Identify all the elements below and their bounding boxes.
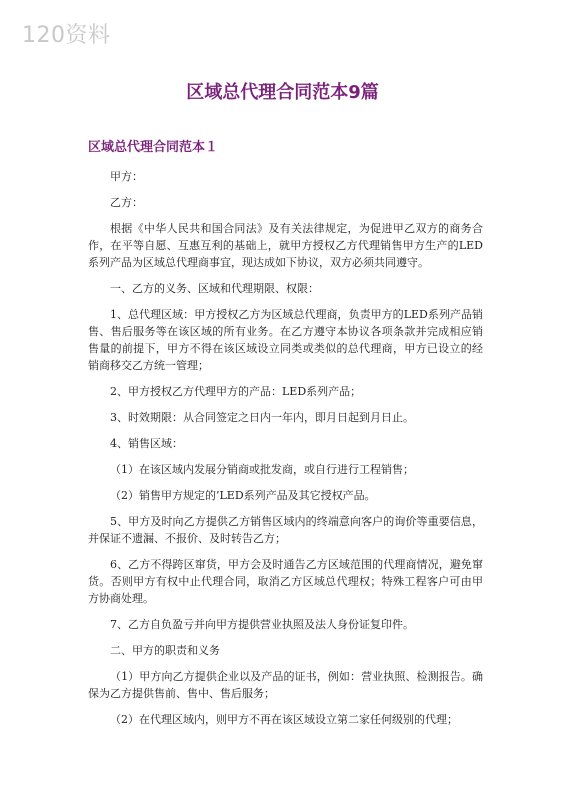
clause-paragraph: （2）在代理区域内，则甲方不再在该区域设立第二家任何级别的代理； <box>110 713 458 726</box>
clause-paragraph: 2、甲方授权乙方代理甲方的产品：LED系列产品； <box>110 385 362 398</box>
clause-paragraph: （1）甲方向乙方提供企业以及产品的证书，例如：营业执照、检测报告。确保为乙方提供售前、售中、售后服务； <box>88 670 483 700</box>
clause-paragraph: 4、销售区域： <box>110 437 183 450</box>
clause-paragraph: 6、乙方不得跨区窜货，甲方会及时通告乙方区域范围的代理商情况，避免窜货。否则甲方有权中止代理合同，取消乙方区域总代理权；特殊工程客户可由甲方协商处理。 <box>88 558 483 605</box>
party-b-label: 乙方： <box>110 196 143 209</box>
watermark-logo: 120资料 <box>22 23 111 48</box>
section-title: 区域总代理合同范本１ <box>88 140 219 155</box>
clause-paragraph: 7、乙方自负盈亏并向甲方提供营业执照及法人身份证复印件。 <box>110 618 414 631</box>
clause-heading: 一、乙方的义务、区域和代理期限、权限： <box>110 282 319 295</box>
clause-heading: 二、甲方的职责和义务 <box>110 644 220 657</box>
document-title: 区域总代理合同范本9篇 <box>186 82 379 103</box>
document-body <box>88 168 483 737</box>
clause-paragraph: 3、时效期限：从合同签定之日内一年内，即月日起到月日止。 <box>110 411 414 424</box>
clause-paragraph: （1）在该区域内发展分销商或批发商，或自行进行工程销售； <box>110 463 414 476</box>
clause-paragraph: （2）销售甲方规定的’LED系列产品及其它授权产品。 <box>110 489 376 502</box>
party-a-label: 甲方： <box>110 170 143 183</box>
clause-paragraph: 5、甲方及时向乙方提供乙方销售区域内的终端意向客户的询价等重要信息，并保证不遗漏、不报价、及时转告乙方； <box>88 515 483 545</box>
preamble-paragraph: 根据《中华人民共和国合同法》及有关法律规定，为促进甲乙双方的商务合作，在平等自愿、互惠互利的基础上，就甲方授权乙方代理销售甲方生产的LED系列产品为区域总代理商事宜，现达成如下协议，双方必须共同遵守。 <box>88 222 483 269</box>
clause-paragraph: 1、总代理区域：甲方授权乙方为区域总代理商，负责甲方的LED系列产品销售、售后服务等在该区域的所有业务。在乙方遵守本协议各项条款并完成相应销售量的前提下，甲方不得在该区域设立同类或类似的总代理商，甲方已设立的经销商移交乙方统一管理； <box>88 308 483 372</box>
